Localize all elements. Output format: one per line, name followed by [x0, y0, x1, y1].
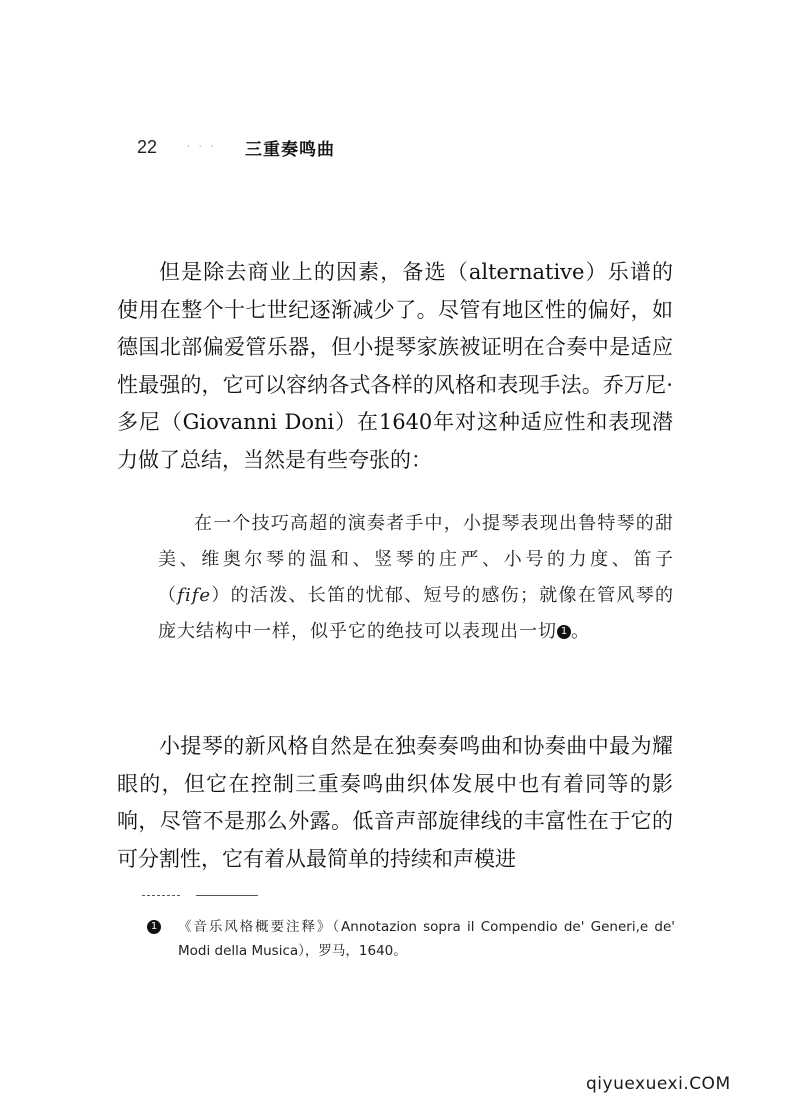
footnote	[147, 915, 675, 963]
footnote-divider-long	[196, 895, 258, 896]
running-title: 三重奏鸣曲	[245, 139, 336, 160]
quote-text-1: 在一个技巧高超的演奏者手中，小提琴表现出鲁特琴的甜美、维奥尔琴的温和、竖琴的庄严、小号的力度、笛子（	[158, 513, 674, 606]
quote-text-2: ）的活泼、长笛的忧郁、短号的感伤；就像在管风琴的庞大结构中一样，似乎它的绝技可以表现出一切	[158, 585, 675, 642]
footnote-ref-marker[interactable]: 1	[557, 625, 571, 639]
footnote-marker: 1	[147, 920, 161, 934]
footnote-divider	[142, 895, 258, 896]
site-watermark: qiyuexuexi.COM	[586, 1074, 731, 1094]
body-paragraph-2: 小提琴的新风格自然是在独奏奏鸣曲和协奏曲中最为耀眼的，但它在控制三重奏鸣曲织体发展中也有着同等的影响，尽管不是那么外露。低音声部旋律线的丰富性在于它的可分割性，它有着从最简单的持续和声模进	[117, 734, 673, 871]
footnote-divider-short	[142, 895, 180, 896]
footnote-text: 《音乐风格概要注释》（Annotazion sopra il Compendio de' Generi,e de' Modi della Musica），罗马，1640。	[178, 919, 675, 959]
header-ornament: · · ·	[187, 142, 217, 152]
block-quote	[158, 506, 674, 650]
page-header	[137, 132, 335, 162]
quote-italic-term: fife	[177, 585, 212, 606]
quote-end: 。	[571, 621, 590, 642]
page-number: 22	[137, 136, 158, 157]
body-paragraph-1: 但是除去商业上的因素，备选（alternative）乐谱的使用在整个十七世纪逐渐减少了。尽管有地区性的偏好，如德国北部偏爱管乐器，但小提琴家族被证明在合奏中是适应性最强的，它可以容纳各式各样的风格和表现手法。乔万尼·多尼（Giovanni Doni）在1640年对这种适应性和表现潜力做了总结，当然是有些夸张的：	[117, 260, 673, 472]
